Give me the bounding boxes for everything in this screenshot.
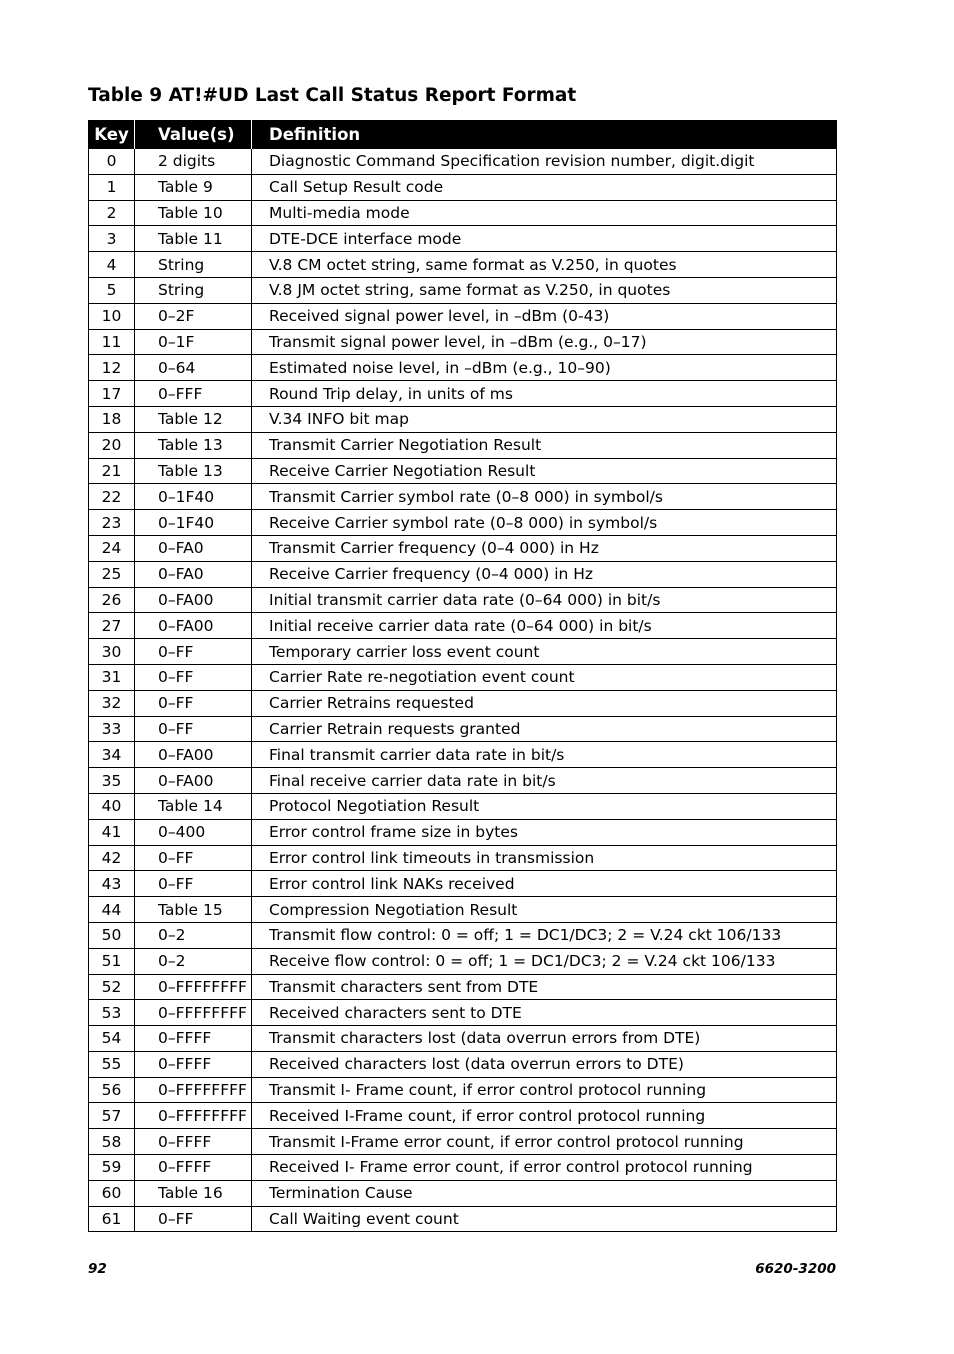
table-row <box>89 1026 837 1052</box>
table-row <box>89 1000 837 1026</box>
cell-definition: Error control link NAKs received <box>252 871 837 897</box>
cell-definition: Initial receive carrier data rate (0–64 000) in bit/s <box>252 613 837 639</box>
cell-definition: V.8 CM octet string, same format as V.250, in quotes <box>252 252 837 278</box>
cell-key: 2 <box>89 200 135 226</box>
cell-key: 42 <box>89 845 135 871</box>
cell-key: 34 <box>89 742 135 768</box>
cell-key: 33 <box>89 716 135 742</box>
cell-values: Table 14 <box>135 793 252 819</box>
page-number: 92 <box>88 1261 107 1277</box>
table-row <box>89 303 837 329</box>
table-row <box>89 639 837 665</box>
table-row <box>89 1103 837 1129</box>
cell-definition: Transmit Carrier Negotiation Result <box>252 432 837 458</box>
cell-definition: Compression Negotiation Result <box>252 897 837 923</box>
cell-definition: Error control link timeouts in transmission <box>252 845 837 871</box>
table-row <box>89 174 837 200</box>
table-row <box>89 897 837 923</box>
table-row <box>89 871 837 897</box>
cell-definition: Protocol Negotiation Result <box>252 793 837 819</box>
cell-values: 0–1F <box>135 329 252 355</box>
table-row <box>89 1180 837 1206</box>
cell-key: 25 <box>89 561 135 587</box>
cell-key: 26 <box>89 587 135 613</box>
table-body <box>89 149 837 1232</box>
cell-definition: Transmit characters lost (data overrun errors from DTE) <box>252 1026 837 1052</box>
cell-definition: Transmit I- Frame count, if error control protocol running <box>252 1077 837 1103</box>
status-report-table <box>88 120 837 1232</box>
cell-definition: Carrier Retrain requests granted <box>252 716 837 742</box>
cell-values: 0–2 <box>135 948 252 974</box>
cell-values: String <box>135 252 252 278</box>
table-row <box>89 613 837 639</box>
cell-key: 58 <box>89 1129 135 1155</box>
cell-definition: Error control frame size in bytes <box>252 819 837 845</box>
table-row <box>89 768 837 794</box>
cell-definition: Estimated noise level, in –dBm (e.g., 10–90) <box>252 355 837 381</box>
cell-definition: V.8 JM octet string, same format as V.250, in quotes <box>252 277 837 303</box>
header-definition: Definition <box>252 120 837 149</box>
cell-definition: Receive Carrier frequency (0–4 000) in Hz <box>252 561 837 587</box>
cell-values: Table 10 <box>135 200 252 226</box>
cell-values: Table 16 <box>135 1180 252 1206</box>
cell-definition: Transmit Carrier symbol rate (0–8 000) in symbol/s <box>252 484 837 510</box>
cell-key: 12 <box>89 355 135 381</box>
table-row <box>89 819 837 845</box>
cell-values: 0–FA0 <box>135 535 252 561</box>
cell-values: 0–FFFF <box>135 1026 252 1052</box>
cell-key: 18 <box>89 406 135 432</box>
cell-key: 23 <box>89 510 135 536</box>
cell-definition: Received I- Frame error count, if error control protocol running <box>252 1155 837 1181</box>
cell-key: 53 <box>89 1000 135 1026</box>
cell-key: 60 <box>89 1180 135 1206</box>
cell-key: 21 <box>89 458 135 484</box>
cell-values: 0–FFFF <box>135 1129 252 1155</box>
cell-definition: Carrier Retrains requested <box>252 690 837 716</box>
table-row <box>89 226 837 252</box>
cell-values: 0–FA0 <box>135 561 252 587</box>
cell-key: 4 <box>89 252 135 278</box>
cell-values: 0–1F40 <box>135 510 252 536</box>
cell-values: 0–1F40 <box>135 484 252 510</box>
cell-key: 50 <box>89 922 135 948</box>
table-row <box>89 355 837 381</box>
cell-values: 0–2 <box>135 922 252 948</box>
cell-definition: Receive flow control: 0 = off; 1 = DC1/DC3; 2 = V.24 ckt 106/133 <box>252 948 837 974</box>
table-row <box>89 1129 837 1155</box>
cell-values: Table 12 <box>135 406 252 432</box>
cell-values: 0–FFFFFFFF <box>135 1000 252 1026</box>
table-row <box>89 1051 837 1077</box>
cell-values: Table 11 <box>135 226 252 252</box>
table-row <box>89 664 837 690</box>
cell-values: 0–FFF <box>135 381 252 407</box>
table-row <box>89 252 837 278</box>
cell-values: 0–FF <box>135 845 252 871</box>
cell-values: 0–FFFF <box>135 1155 252 1181</box>
table-row <box>89 510 837 536</box>
table-row <box>89 974 837 1000</box>
cell-values: 0–FF <box>135 871 252 897</box>
cell-key: 56 <box>89 1077 135 1103</box>
cell-values: Table 13 <box>135 432 252 458</box>
cell-definition: Transmit I-Frame error count, if error control protocol running <box>252 1129 837 1155</box>
cell-definition: V.34 INFO bit map <box>252 406 837 432</box>
cell-definition: Final receive carrier data rate in bit/s <box>252 768 837 794</box>
cell-values: 0–FFFFFFFF <box>135 974 252 1000</box>
cell-key: 22 <box>89 484 135 510</box>
cell-values: Table 13 <box>135 458 252 484</box>
cell-key: 61 <box>89 1206 135 1232</box>
table-row <box>89 845 837 871</box>
table-row <box>89 1077 837 1103</box>
cell-key: 30 <box>89 639 135 665</box>
cell-definition: Call Waiting event count <box>252 1206 837 1232</box>
cell-values: 0–FF <box>135 639 252 665</box>
cell-definition: DTE-DCE interface mode <box>252 226 837 252</box>
table-row <box>89 200 837 226</box>
cell-values: 0–FA00 <box>135 768 252 794</box>
cell-definition: Received signal power level, in –dBm (0-43) <box>252 303 837 329</box>
table-row <box>89 561 837 587</box>
table-row <box>89 1155 837 1181</box>
cell-key: 31 <box>89 664 135 690</box>
cell-key: 32 <box>89 690 135 716</box>
table-row <box>89 277 837 303</box>
cell-key: 20 <box>89 432 135 458</box>
cell-key: 40 <box>89 793 135 819</box>
cell-definition: Termination Cause <box>252 1180 837 1206</box>
cell-key: 41 <box>89 819 135 845</box>
cell-values: 0–2F <box>135 303 252 329</box>
cell-key: 57 <box>89 1103 135 1129</box>
table-header-row <box>89 120 837 149</box>
cell-definition: Received I-Frame count, if error control protocol running <box>252 1103 837 1129</box>
table-row <box>89 1206 837 1232</box>
cell-definition: Multi-media mode <box>252 200 837 226</box>
cell-definition: Carrier Rate re-negotiation event count <box>252 664 837 690</box>
table-row <box>89 948 837 974</box>
cell-values: 0–64 <box>135 355 252 381</box>
cell-values: 0–FA00 <box>135 742 252 768</box>
cell-key: 11 <box>89 329 135 355</box>
cell-values: Table 9 <box>135 174 252 200</box>
cell-values: 0–FFFFFFFF <box>135 1103 252 1129</box>
cell-key: 52 <box>89 974 135 1000</box>
document-number: 6620-3200 <box>755 1261 836 1277</box>
cell-key: 3 <box>89 226 135 252</box>
cell-values: 0–FFFF <box>135 1051 252 1077</box>
cell-key: 59 <box>89 1155 135 1181</box>
cell-definition: Transmit Carrier frequency (0–4 000) in Hz <box>252 535 837 561</box>
table-row <box>89 690 837 716</box>
cell-key: 51 <box>89 948 135 974</box>
header-key: Key <box>89 120 135 149</box>
cell-key: 24 <box>89 535 135 561</box>
cell-definition: Transmit characters sent from DTE <box>252 974 837 1000</box>
cell-values: 0–FF <box>135 716 252 742</box>
cell-key: 17 <box>89 381 135 407</box>
cell-key: 55 <box>89 1051 135 1077</box>
cell-definition: Call Setup Result code <box>252 174 837 200</box>
table-row <box>89 716 837 742</box>
cell-definition: Diagnostic Command Specification revision number, digit.digit <box>252 149 837 175</box>
cell-definition: Transmit flow control: 0 = off; 1 = DC1/DC3; 2 = V.24 ckt 106/133 <box>252 922 837 948</box>
cell-key: 54 <box>89 1026 135 1052</box>
cell-definition: Received characters sent to DTE <box>252 1000 837 1026</box>
header-values: Value(s) <box>135 120 252 149</box>
table-row <box>89 793 837 819</box>
cell-definition: Received characters lost (data overrun errors to DTE) <box>252 1051 837 1077</box>
cell-definition: Round Trip delay, in units of ms <box>252 381 837 407</box>
cell-definition: Initial transmit carrier data rate (0–64 000) in bit/s <box>252 587 837 613</box>
table-row <box>89 149 837 175</box>
table-title: Table 9 AT!#UD Last Call Status Report Format <box>88 85 577 106</box>
table-row <box>89 329 837 355</box>
cell-values: 0–FFFFFFFF <box>135 1077 252 1103</box>
cell-key: 35 <box>89 768 135 794</box>
cell-key: 44 <box>89 897 135 923</box>
table-row <box>89 587 837 613</box>
cell-definition: Receive Carrier symbol rate (0–8 000) in symbol/s <box>252 510 837 536</box>
cell-values: 0–FA00 <box>135 587 252 613</box>
table-row <box>89 535 837 561</box>
cell-values: Table 15 <box>135 897 252 923</box>
cell-values: 0–FF <box>135 664 252 690</box>
table-row <box>89 484 837 510</box>
table-row <box>89 458 837 484</box>
cell-definition: Receive Carrier Negotiation Result <box>252 458 837 484</box>
cell-key: 1 <box>89 174 135 200</box>
cell-values: 2 digits <box>135 149 252 175</box>
cell-definition: Final transmit carrier data rate in bit/s <box>252 742 837 768</box>
table-row <box>89 432 837 458</box>
cell-values: 0–FF <box>135 1206 252 1232</box>
cell-values: 0–FF <box>135 690 252 716</box>
cell-values: 0–400 <box>135 819 252 845</box>
table-row <box>89 381 837 407</box>
cell-definition: Temporary carrier loss event count <box>252 639 837 665</box>
table-row <box>89 922 837 948</box>
cell-key: 27 <box>89 613 135 639</box>
cell-definition: Transmit signal power level, in –dBm (e.g., 0–17) <box>252 329 837 355</box>
cell-values: String <box>135 277 252 303</box>
cell-key: 10 <box>89 303 135 329</box>
cell-key: 0 <box>89 149 135 175</box>
cell-key: 5 <box>89 277 135 303</box>
table-row <box>89 742 837 768</box>
cell-key: 43 <box>89 871 135 897</box>
table-row <box>89 406 837 432</box>
cell-values: 0–FA00 <box>135 613 252 639</box>
